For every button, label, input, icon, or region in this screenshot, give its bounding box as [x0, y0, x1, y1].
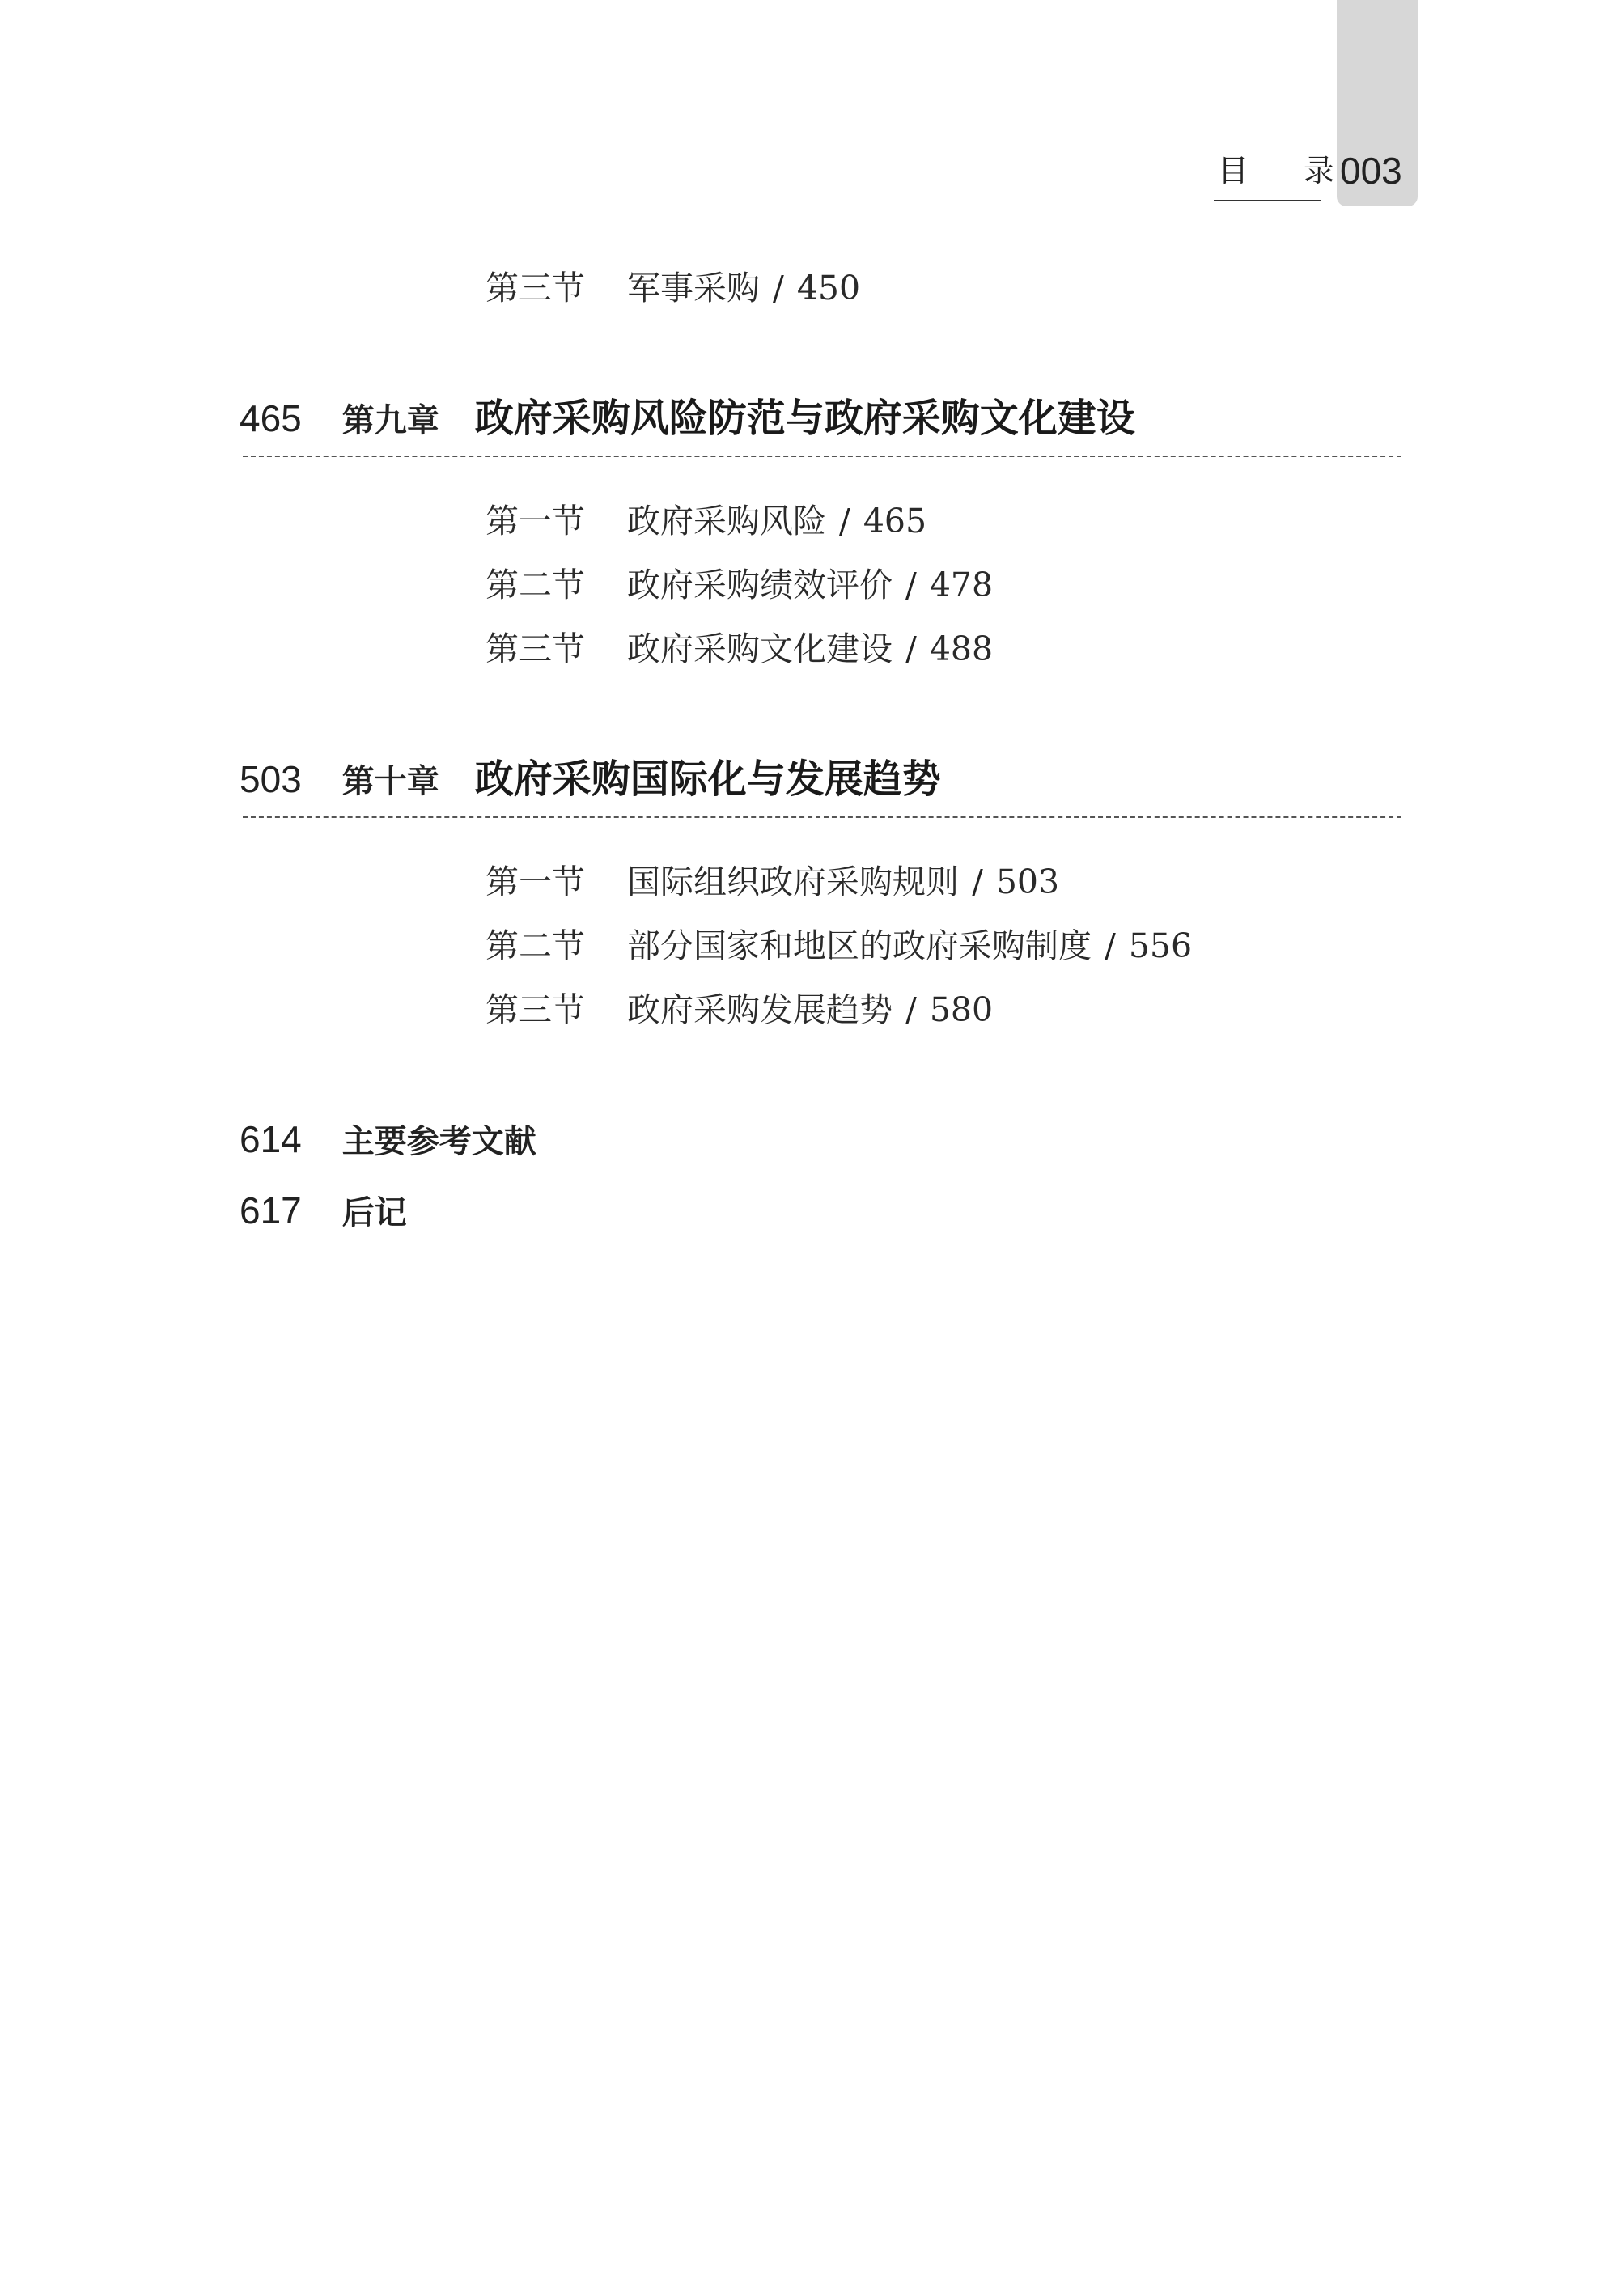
- section-title: 军事采购: [627, 269, 760, 307]
- running-title-underline: [1214, 200, 1321, 201]
- section-page: 580: [929, 990, 994, 1029]
- chapter-number: 第九章: [341, 402, 439, 439]
- toc-section-entry[interactable]: [486, 564, 993, 606]
- section-page: 478: [929, 566, 994, 604]
- toc-chapter-entry[interactable]: [240, 395, 1135, 443]
- section-page: 488: [929, 629, 994, 668]
- section-label: 第二节: [486, 566, 585, 604]
- section-page: 556: [1128, 926, 1193, 965]
- section-label: 第一节: [486, 502, 585, 540]
- chapter-page: 465: [240, 397, 302, 439]
- toc-section-entry[interactable]: [486, 925, 1192, 967]
- backmatter-title: 主要参考文献: [341, 1123, 536, 1160]
- chapter-title: 政府采购国际化与发展趋势: [474, 757, 941, 802]
- backmatter-page: 617: [240, 1189, 302, 1231]
- section-page: 450: [796, 269, 861, 307]
- page-number: 003: [1340, 150, 1402, 192]
- section-label: 第三节: [486, 269, 585, 307]
- toc-backmatter-entry[interactable]: [240, 1188, 407, 1236]
- toc-section-entry[interactable]: [486, 500, 926, 542]
- separator: /: [905, 566, 917, 604]
- section-title: 政府采购文化建设: [627, 629, 893, 668]
- toc-section-entry[interactable]: [486, 989, 993, 1031]
- separator: /: [1105, 926, 1116, 965]
- toc-backmatter-entry[interactable]: [240, 1117, 536, 1164]
- chapter-page: 503: [240, 758, 302, 800]
- section-title: 国际组织政府采购规则: [627, 863, 959, 901]
- section-title: 政府采购发展趋势: [627, 990, 893, 1029]
- backmatter-page: 614: [240, 1118, 302, 1160]
- backmatter-title: 后记: [341, 1194, 407, 1231]
- toc-chapter-entry[interactable]: [240, 756, 941, 804]
- section-label: 第二节: [486, 926, 585, 965]
- section-page: 465: [863, 502, 927, 540]
- chapter-divider: [243, 816, 1401, 818]
- section-page: 503: [995, 863, 1060, 901]
- separator: /: [773, 269, 784, 307]
- chapter-title: 政府采购风险防范与政府采购文化建设: [474, 396, 1135, 441]
- chapter-divider: [243, 456, 1401, 457]
- toc-section-entry[interactable]: [486, 628, 993, 670]
- separator: /: [972, 863, 983, 901]
- separator: /: [905, 629, 917, 668]
- separator: /: [905, 990, 917, 1029]
- separator: /: [839, 502, 850, 540]
- section-title: 政府采购绩效评价: [627, 566, 893, 604]
- section-title: 部分国家和地区的政府采购制度: [627, 926, 1092, 965]
- section-label: 第三节: [486, 629, 585, 668]
- section-label: 第三节: [486, 990, 585, 1029]
- toc-section-entry[interactable]: [486, 861, 1059, 903]
- chapter-number: 第十章: [341, 763, 439, 800]
- running-title: 目 录: [1218, 153, 1358, 189]
- section-label: 第一节: [486, 863, 585, 901]
- section-title: 政府采购风险: [627, 502, 826, 540]
- toc-section-entry[interactable]: [486, 267, 860, 309]
